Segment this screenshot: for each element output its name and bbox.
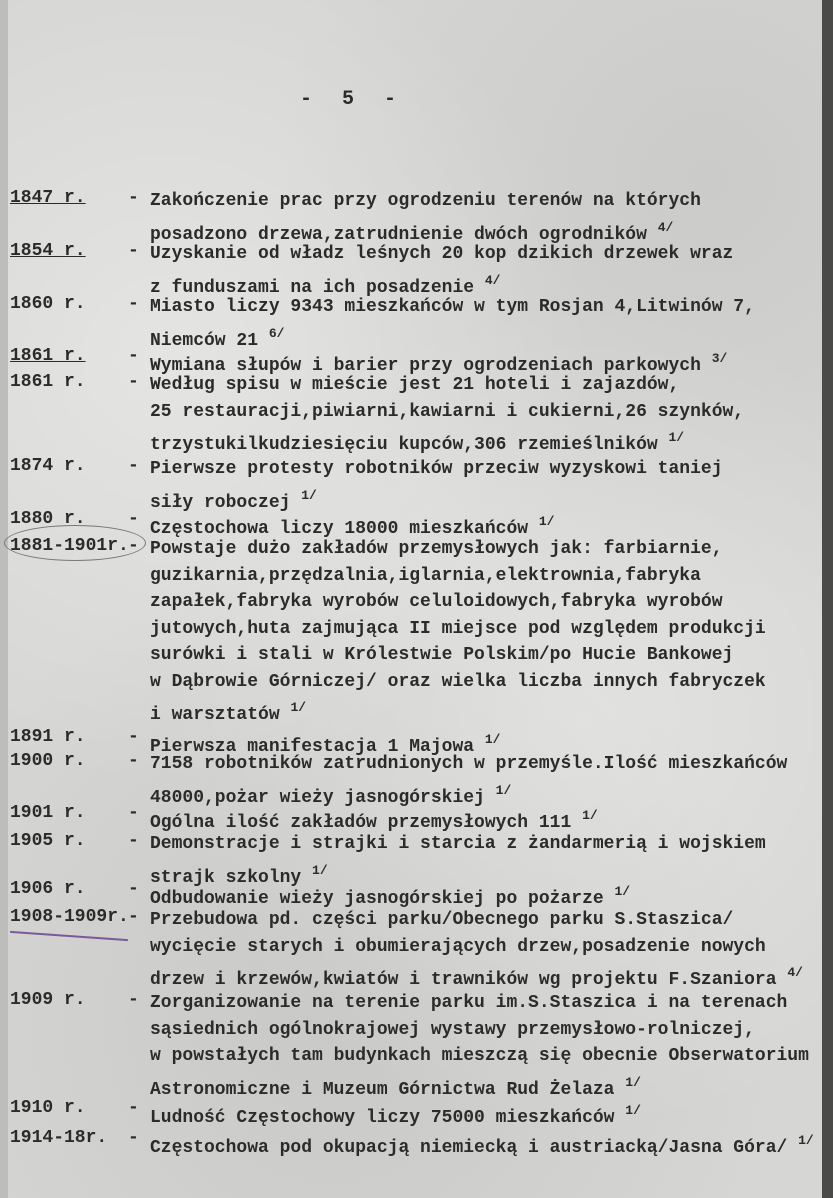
entry-line-text: i warsztatów [150,705,280,725]
entry-line [150,1017,809,1044]
dash-separator: - [128,990,139,1010]
footnote-ref: 1/ [582,808,598,823]
footnote-ref: 1/ [668,430,685,445]
entry-date: 1874 r. [10,456,86,476]
dash-separator: - [128,879,139,899]
entry-line-text: z funduszami na ich posadzenie [150,277,475,298]
entry-line [150,751,787,778]
footnote-ref: 1/ [312,862,328,878]
entry-line [150,1098,641,1128]
entry-line [150,695,766,725]
dash-separator: - [128,803,139,823]
footnote-ref: 1/ [484,732,501,747]
entry-line [150,1070,809,1100]
entry-line [150,934,803,961]
entry-line [150,803,598,833]
dash-separator: - [128,346,139,366]
dash-separator: - [128,751,139,771]
entry-text [150,1098,641,1128]
dash-separator: - [128,1128,139,1148]
entry-line-text: wycięcie starych i obumierających drzew,posadzenie nowych [150,936,766,957]
entry-line-text: Częstochowa liczy 18000 mieszkańców [150,519,529,539]
entry-date: 1891 r. [10,727,86,747]
entry-line [150,879,631,909]
entry-text [150,509,555,539]
entry-line [150,563,766,590]
dash-separator: - [128,241,139,261]
footnote-ref: 1/ [495,782,512,798]
entry-text [150,241,734,298]
entry-line-text: Demonstracje i strajki i starcia z żandarmerią i wojskiem [150,834,766,854]
entry-date: 1909 r. [10,990,86,1010]
entry-line-text: Zorganizowanie na terenie parku im.S.Staszica i na terenach [150,993,788,1013]
entry-line-text: Powstaje dużo zakładów przemysłowych jak: farbiarnie, [150,539,723,559]
entry-text [150,727,501,757]
dash-separator: - [128,294,139,314]
entry-text [150,907,803,990]
entry-line [150,188,701,215]
footnote-ref: 6/ [268,325,285,341]
dash-separator: - [128,509,139,529]
entry-line-text: Astronomiczne i Muzeum Górnictwa Rud Żelaza [150,1079,615,1100]
footnote-ref: 1/ [625,1074,641,1090]
entry-date: 1905 r. [10,831,86,851]
entry-line-text: sąsiednich ogólnokrajowej wystawy przemysłowo-rolniczej, [150,1019,755,1040]
dash-separator: - [128,536,139,556]
entry-line-text: Odbudowanie wieży jasnogórskiej po pożarze [150,889,604,909]
entry-date: 1861 r. [10,346,86,366]
entry-text [150,294,755,351]
entry-line [150,294,755,321]
entry-date: 1908-1909r. [10,907,129,927]
dash-separator: - [128,831,139,851]
dash-separator: - [128,907,139,927]
entry-date: 1880 r. [10,509,86,529]
entry-line-text: Miasto liczy 9343 mieszkańców w tym Rosjan 4,Litwinów 7, [150,297,755,317]
footnote-ref: 1/ [301,487,317,503]
entry-line [150,990,809,1017]
entry-text [150,1128,814,1158]
entry-line-text: 48000,pożar wieży jasnogórskiej [150,787,485,808]
footnote-ref: 4/ [484,272,501,288]
entry-line-text: Ogólna ilość zakładów przemysłowych 111 [150,813,572,833]
entry-line-text: trzystukilkudziesięciu kupców,306 rzemieślników [150,435,658,455]
page-number: - 5 - [300,88,399,111]
entry-line [150,907,803,934]
entry-line [150,483,723,513]
footnote-ref: 4/ [787,965,803,980]
footnote-ref: 1/ [798,1133,814,1148]
entry-line-text: Niemców 21 [150,330,259,351]
entry-line-text: strajk szkolny [150,867,302,888]
dash-separator: - [128,188,139,208]
entry-date: 1847 r. [10,188,86,208]
entry-line-text: surówki i stali w Królestwie Polskim/po Hucie Bankowej [150,645,734,665]
entry-text [150,879,631,909]
entry-text [150,990,809,1100]
entry-text [150,831,766,888]
entry-line-text: w Dąbrowie Górniczej/ oraz wielka liczba innych fabryczek [150,671,766,692]
entry-date: 1906 r. [10,879,86,899]
entry-line-text: drzew i krzewów,kwiatów i trawników wg projektu F.Szaniora [150,970,777,990]
entry-date: 1901 r. [10,803,86,823]
footnote-ref: 3/ [711,351,728,366]
entry-text [150,751,788,808]
entry-line [150,778,787,808]
entry-line [150,1128,814,1158]
entry-line [150,241,733,268]
entry-date: 1881-1901r. [10,536,129,556]
page-left-margin [0,0,8,1198]
entry-line [150,399,744,426]
entry-line [150,346,728,376]
page-right-edge [822,0,833,1198]
entry-line-text: w powstałych tam budynkach mieszczą się obecnie Obserwatorium [150,1046,809,1066]
entry-line-text: posadzono drzewa,zatrudnienie dwóch ogrodników [150,224,647,245]
entry-date: 1914-18r. [10,1128,108,1148]
entry-line-text: jutowych,huta zajmująca II miejsce pod względem produkcji [150,618,766,639]
entry-line-text: 25 restauracji,piwiarni,kawiarni i cukierni,26 szynków, [150,401,745,422]
entry-line [150,616,766,643]
entry-date: 1860 r. [10,294,86,314]
entry-line [150,268,733,298]
entry-line-text: Przebudowa pd. części parku/Obecnego parku S.Staszica/ [150,910,734,930]
entry-text [150,346,728,376]
entry-line [150,831,766,858]
footnote-ref: 4/ [657,219,674,235]
entry-line-text: Pierwsza manifestacja 1 Majowa [150,737,475,757]
footnote-ref: 1/ [625,1103,641,1118]
entry-line-text: Według spisu w mieście jest 21 hoteli i zajazdów, [150,375,680,395]
dash-separator: - [128,456,139,476]
entry-line [150,425,744,455]
entry-line [150,960,803,990]
handwritten-underline-mark [10,931,128,941]
entry-line-text: Częstochowa pod okupacją niemiecką i austriacką/Jasna Góra/ [150,1138,788,1158]
entry-line [150,669,766,696]
entry-date: 1854 r. [10,241,86,261]
entry-text [150,372,745,455]
entry-line-text: siły roboczej [150,492,291,513]
entry-line-text: guzikarnia,przędzalnia,iglarnia,elektrownia,fabryka [150,565,701,586]
entry-line [150,456,723,483]
dash-separator: - [128,1098,139,1118]
entry-date: 1900 r. [10,751,86,771]
entry-line-text: zapałek,fabryka wyrobów celuloidowych,fabryka wyrobów [150,592,723,612]
footnote-ref: 1/ [538,514,555,529]
entry-line-text: Wymiana słupów i barier przy ogrodzeniach parkowych [150,356,701,376]
entry-line [150,1043,809,1070]
footnote-ref: 1/ [614,884,631,899]
entry-line [150,215,701,245]
entry-text [150,536,766,725]
entry-line [150,727,501,757]
entry-line [150,642,766,669]
entry-text [150,456,723,513]
entry-text [150,188,701,245]
entry-line [150,372,744,399]
entry-line [150,589,766,616]
entry-text [150,803,598,833]
entry-line-text: Pierwsze protesty robotników przeciw wyzyskowi taniej [150,459,723,479]
entry-date: 1910 r. [10,1098,86,1118]
entry-line-text: Zakończenie prac przy ogrodzeniu terenów na których [150,191,701,211]
dash-separator: - [128,727,139,747]
dash-separator: - [128,372,139,392]
entry-line [150,536,766,563]
entry-date: 1861 r. [10,372,86,392]
entry-line [150,509,555,539]
entry-line-text: 7158 robotników zatrudnionych w przemyśle.Ilość mieszkańców [150,754,788,774]
entry-line [150,321,755,351]
entry-line-text: Uzyskanie od władz leśnych 20 kop dzikich drzewek wraz [150,244,734,264]
footnote-ref: 1/ [290,700,307,715]
entry-line-text: Ludność Częstochowy liczy 75000 mieszkańców [150,1108,615,1128]
